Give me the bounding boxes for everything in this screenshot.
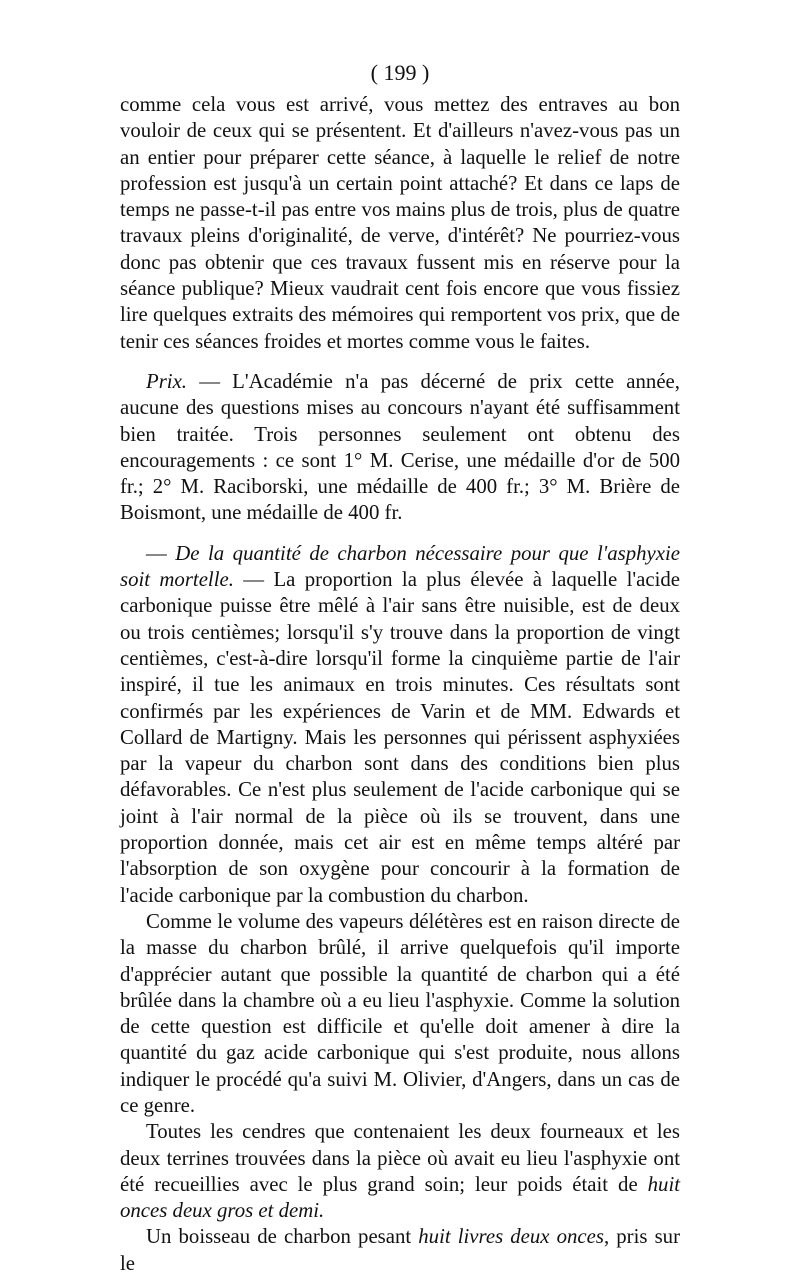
cendres-text: Toutes les cendres que contenaient les deux fourneaux et les deux terrines trouvées dans la pièce où avait eu lieu l'asphyxie ont été recueillies avec le plus grand soin; leur poids était de [120,1120,680,1196]
paragraph-cendres [120,1119,680,1224]
prix-text: — L'Académie n'a pas décerné de prix cette année, aucune des questions mises au concours n'ayant été suffisamment bien traitée. Trois personnes seulement ont obtenu des encouragements : ce sont 1° M. Cerise, une médaille d'or de 500 fr.; 2° M. Raciborski, une médaille de 400 fr.; 3° M. Brière de Boismont, une médaille de 400 fr. [120,369,680,525]
spacer [120,355,680,369]
page-number: ( 199 ) [370,60,430,85]
section-text: — La proportion la plus élevée à laquelle l'acide carbonique puisse être mêlé à l'air sans être nuisible, est de deux ou trois centièmes; lorsqu'il s'y trouve dans la proportion de vingt centièmes, c'est-à-dire lorsqu'il forme la cinquième partie de l'air inspiré, il tue les animaux en trois minutes. Ces résultats sont confirmés par les expériences de Varin et de MM. Edwards et Collard de Martigny. Mais les personnes qui périssent asphyxiées par la vapeur du charbon sont dans des conditions bien plus défavorables. Ce n'est plus seulement de l'acide carbonique qui se joint à l'air normal de la pièce où ils se trouvent, dans une proportion donnée, mais cet air est en même temps altéré par l'absorption de son oxygène pour concourir à la formation de l'acide carbonique par la combustion du charbon. [120,568,680,907]
paragraph-1: comme cela vous est arrivé, vous mettez des entraves au bon vouloir de ceux qui se présentent. Et d'ailleurs n'avez-vous pas un an entier pour préparer cette séance, à laquelle le relief de notre profession est jusqu'à un certain point attaché? Et dans ce laps de temps ne passe-t-il pas entre vos mains plus de trois, plus de quatre travaux pleins d'originalité, de verve, d'intérêt? Ne pourriez-vous donc pas obtenir que ces travaux fussent mis en réserve pour la séance publique? Mieux vaudrait cent fois encore que vous fissiez lire quelques extraits des mémoires qui remportent vos prix, que de tenir ces séances froides et mortes comme vous le faites. [120,93,680,353]
paragraph-volume: Comme le volume des vapeurs délétères est en raison directe de la masse du charbon brûlé, il arrive quelquefois qu'il importe d'apprécier autant que possible la quantité de charbon qui a été brûlée dans la chambre où a eu lieu l'asphyxie. Comme la solution de cette question est difficile et qu'elle doit amener à dire la quantité du gaz acide carbonique qui s'est produite, nous allons indiquer le procédé qu'a suivi M. Olivier, d'Angers, dans un cas de ce genre. [120,909,680,1117]
paragraph-asphyxie [120,541,680,909]
boisseau-tail: , pris sur le [120,1225,680,1275]
paragraph-prix [120,369,680,527]
boisseau-text: Un boisseau de charbon pesant [146,1225,419,1249]
section-title: De la quantité de charbon nécessaire pour que l'asphyxie soit mortelle. [120,541,680,592]
spacer [120,527,680,541]
cendres-weight: huit onces deux gros et demi. [120,1172,680,1223]
section-dash: — [146,541,176,565]
page [120,58,680,1277]
boisseau-weight: huit livres deux onces [418,1225,604,1249]
prix-heading: Prix. [146,369,188,393]
paragraph-boisseau [120,1224,680,1277]
